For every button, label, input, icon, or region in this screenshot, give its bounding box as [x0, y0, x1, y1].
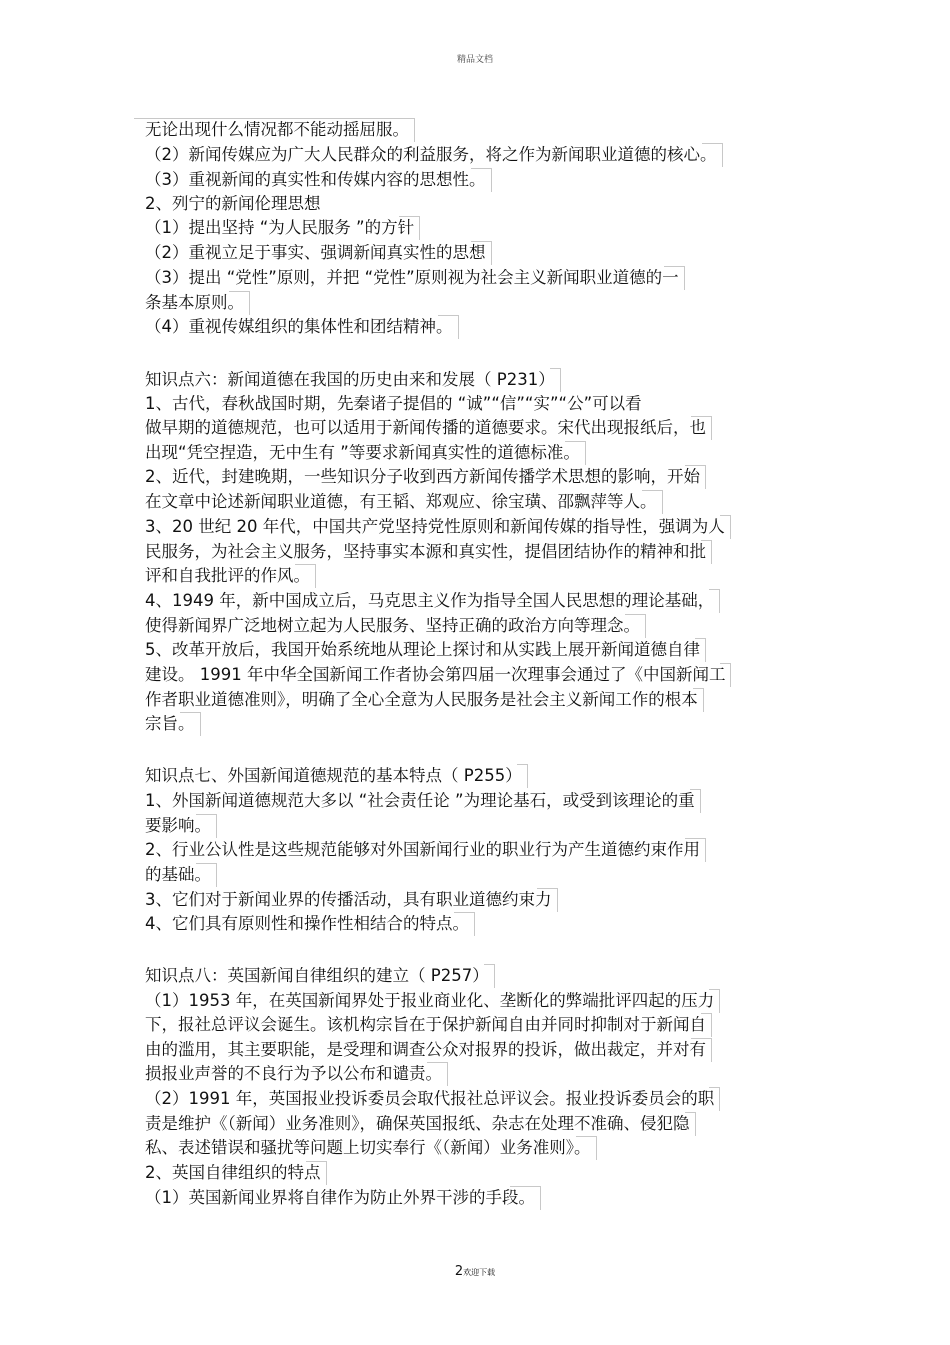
line-frame — [454, 912, 475, 936]
text-line: 宗旨。 — [145, 712, 201, 736]
line-frame — [134, 118, 415, 142]
text-line: 条基本原则。 — [145, 291, 250, 315]
line-frame — [642, 490, 663, 514]
line-frame — [690, 789, 701, 813]
line-frame — [664, 266, 685, 290]
footer-note: 欢迎下载 — [463, 1268, 496, 1277]
line-frame — [295, 564, 316, 588]
line-frame — [306, 1161, 327, 1185]
text-line: 2、列宁的新闻伦理思想 — [145, 194, 321, 213]
text-line: 2、行业公认性是这些规范能够对外国新闻行业的职业行为产生道德约束作用 — [145, 838, 706, 862]
text-line: 的基础。 — [145, 863, 217, 887]
section-heading: 知识点八：英国新闻自律组织的建立（ P257） — [145, 964, 495, 988]
line-frame — [702, 143, 723, 167]
line-frame — [180, 712, 201, 736]
text-line: 建设。 1991 年中华全国新闻工作者协会第四届一次理事会通过了《中国新闻工 — [145, 663, 731, 687]
line-frame — [701, 540, 712, 564]
text-line: 私、表述错误和骚扰等问题上切实奉行《（新闻）业务准则》。 — [145, 1136, 597, 1160]
section-heading: 知识点七、外国新闻道德规范的基本特点（ P255） — [145, 764, 528, 788]
text-line: （2）重视立足于事实、强调新闻真实性的思想 — [145, 241, 492, 265]
line-frame — [701, 1013, 712, 1037]
line-frame — [399, 216, 420, 240]
line-frame — [685, 838, 706, 862]
line-frame — [471, 241, 492, 265]
line-frame — [709, 589, 720, 613]
line-frame — [720, 515, 731, 539]
text-line: （3）重视新闻的真实性和传媒内容的思想性。 — [145, 168, 492, 192]
line-frame — [438, 315, 459, 339]
line-frame — [691, 1038, 712, 1062]
line-frame — [691, 416, 712, 440]
line-frame — [695, 638, 706, 662]
line-frame — [709, 1087, 720, 1111]
line-frame — [709, 989, 720, 1013]
line-frame — [510, 1186, 541, 1210]
text-line: 评和自我批评的作风。 — [145, 564, 316, 588]
line-frame — [196, 863, 217, 887]
text-line: （2）新闻传媒应为广大人民群众的利益服务，将之作为新闻职业道德的核心。 — [145, 143, 723, 167]
text-line: 损报业声誉的不良行为予以公布和谴责。 — [145, 1062, 448, 1086]
text-line: 在文章中论述新闻职业道德，有王韬、郑观应、徐宝璜、邵飘萍等人。 — [145, 490, 663, 514]
text-line: 3、20 世纪 20 年代，中国共产党坚持党性原则和新闻传媒的指导性，强调为人 — [145, 515, 731, 539]
line-frame — [565, 441, 586, 465]
text-line: （1）提出坚持 “为人民服务 ”的方针 — [145, 216, 420, 240]
page-number: 2 — [454, 1264, 464, 1279]
text-line: 民服务，为社会主义服务，坚持事实本源和真实性，提倡团结协作的精神和批 — [145, 540, 712, 564]
line-frame — [427, 1062, 448, 1086]
text-line: 下，报社总评议会诞生。该机构宗旨在于保护新闻自由并同时抑制对于新闻自 — [145, 1013, 712, 1037]
text-line: 出现“凭空捏造，无中生有 ”等要求新闻真实性的道德标准。 — [145, 441, 586, 465]
text-line: 责是维护《（新闻）业务准则》，确保英国报纸、杂志在处理不准确、侵犯隐 — [145, 1112, 696, 1136]
line-frame — [685, 465, 706, 489]
page-header: 精品文档 — [456, 55, 493, 65]
line-frame — [471, 168, 492, 192]
text-line: 由的滥用，其主要职能，是受理和调查公众对报界的投诉，做出裁定，并对有 — [145, 1038, 712, 1062]
text-line: （2）1991 年，英国报业投诉委员会取代报社总评议会。报业投诉委员会的职 — [145, 1087, 720, 1111]
text-line: 2、英国自律组织的特点 — [145, 1161, 327, 1185]
text-line: 做早期的道德规范，也可以适用于新闻传播的道德要求。宋代出现报纸后，也 — [145, 416, 712, 440]
section-heading: 知识点六：新闻道德在我国的历史由来和发展（ P231） — [145, 368, 561, 392]
text-line: 5、改革开放后，我国开始系统地从理论上探讨和从实践上展开新闻道德自律 — [145, 638, 706, 662]
text-line: （3）提出 “党性”原则，并把 “党性”原则视为社会主义新闻职业道德的一 — [145, 266, 685, 290]
text-line: 1、外国新闻道德规范大多以 “社会责任论 ”为理论基石，或受到该理论的重 — [145, 789, 701, 813]
text-line: 3、它们对于新闻业界的传播活动，具有职业道德约束力 — [145, 888, 558, 912]
line-frame — [625, 614, 646, 638]
line-frame — [196, 814, 217, 838]
text-line: （4）重视传媒组织的集体性和团结精神。 — [145, 315, 459, 339]
line-frame — [685, 1112, 696, 1136]
text-line: （1）1953 年，在英国新闻界处于报业商业化、垄断化的弊端批评四起的压力 — [145, 989, 720, 1013]
line-frame — [229, 291, 250, 315]
line-frame — [720, 663, 731, 687]
line-frame — [550, 368, 561, 392]
line-frame — [484, 964, 495, 988]
text-line: 2、近代，封建晚期，一些知识分子收到西方新闻传播学术思想的影响，开始 — [145, 465, 706, 489]
line-frame — [537, 888, 558, 912]
text-line: 要影响。 — [145, 814, 217, 838]
text-line: 作者职业道德准则》，明确了全心全意为人民服务是社会主义新闻工作的根本 — [145, 688, 704, 712]
line-frame — [576, 1136, 597, 1160]
text-line: 无论出现什么情况都不能动摇屈服。 — [145, 118, 415, 142]
page-footer — [0, 1264, 950, 1279]
text-line: 使得新闻界广泛地树立起为人民服务、坚持正确的政治方向等理念。 — [145, 614, 646, 638]
line-frame — [693, 688, 704, 712]
text-line: （1）英国新闻业界将自律作为防止外界干涉的手段。 — [145, 1186, 541, 1210]
text-line: 4、1949 年，新中国成立后，马克思主义作为指导全国人民思想的理论基础， — [145, 589, 720, 613]
text-line: 1、古代，春秋战国时期，先秦诸子提倡的 “诚”“信”“实”“公”可以看 — [145, 394, 642, 413]
line-frame — [517, 764, 528, 788]
text-line: 4、它们具有原则性和操作性相结合的特点。 — [145, 912, 475, 936]
